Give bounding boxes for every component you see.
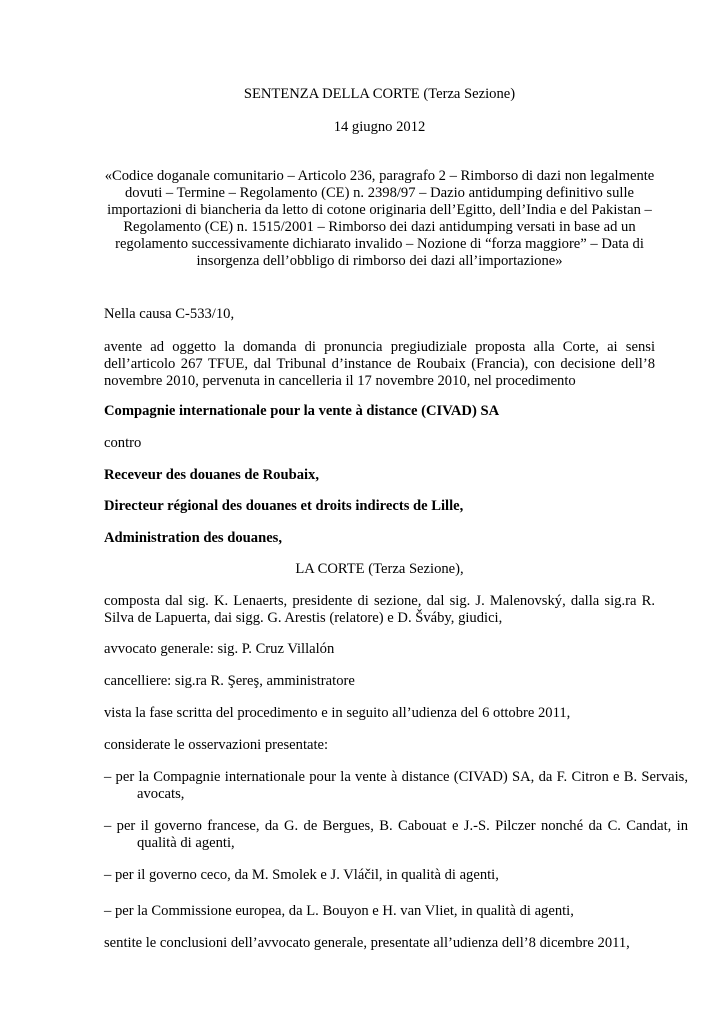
case-number: Nella causa C‑533/10,	[104, 306, 235, 322]
written-procedure: vista la fase scritta del procedimento e in seguito all’udienza del 6 ottobre 2011,	[104, 705, 571, 721]
party-defendant-3: Administration des douanes,	[104, 530, 282, 546]
advocate-conclusions: sentite le conclusioni dell’avvocato generale, presentate all’udienza dell’8 dicembre 2011,	[104, 935, 630, 951]
registrar: cancelliere: sig.ra R. Şereş, amministratore	[104, 673, 355, 689]
party-applicant: Compagnie internationale pour la vente à distance (CIVAD) SA	[104, 403, 500, 419]
observation-item: – per la Compagnie internationale pour la vente à distance (CIVAD) SA, da F. Citron e B. Servais, avocats,	[104, 769, 688, 802]
party-defendant-2: Directeur régional des douanes et droits indirects de Lille,	[104, 498, 464, 514]
judgment-title: SENTENZA DELLA CORTE (Terza Sezione)	[243, 86, 516, 102]
court-composition: composta dal sig. K. Lenaerts, presidente di sezione, dal sig. J. Malenovský, dalla sig.ra R. Silva de Lapuerta, dai sigg. G. Arestis (relatore) e D. Šváby, giudici,	[104, 593, 655, 626]
observation-item: – per il governo francese, da G. de Bergues, B. Cabouat e J.-S. Pilczer nonché da C. Candat, in qualità di agenti,	[104, 818, 688, 851]
party-defendant-1: Receveur des douanes de Roubaix,	[104, 467, 320, 483]
observation-item: – per il governo ceco, da M. Smolek e J. Vláčil, in qualità di agenti,	[104, 867, 499, 883]
contro-label: contro	[104, 435, 142, 451]
judgment-subject: «Codice doganale comunitario – Articolo 236, paragrafo 2 – Rimborso di dazi non legalmente dovuti – Termine – Regolamento (CE) n. 2398/97 – Dazio antidumping definitivo sulle importazioni di biancheria da letto di cotone originaria dell’Egitto, dell’India e del Pakistan – Regolamento (CE) n. 1515/2001 – Rimborso dei dazi antidumping versati in base ad un regolamento successivamente dichiarato invalido – Nozione di “forza maggiore” – Data di insorgenza dell’obbligo di rimborso dei dazi all’importazione»	[104, 168, 655, 269]
intro-paragraph: avente ad oggetto la domanda di pronuncia pregiudiziale proposta alla Corte, ai sensi dell’articolo 267 TFUE, dal Tribunal d’instance de Roubaix (Francia), con decisione dell’8 novembre 2010, pervenuta in cancelleria il 17 novembre 2010, nel procedimento	[104, 339, 655, 389]
court-heading: LA CORTE (Terza Sezione),	[295, 561, 464, 577]
observation-item: – per la Commissione europea, da L. Bouyon e H. van Vliet, in qualità di agenti,	[104, 903, 574, 919]
observations-intro: considerate le osservazioni presentate:	[104, 737, 329, 753]
advocate-general: avvocato generale: sig. P. Cruz Villalón	[104, 641, 335, 657]
judgment-date: 14 giugno 2012	[333, 119, 426, 135]
